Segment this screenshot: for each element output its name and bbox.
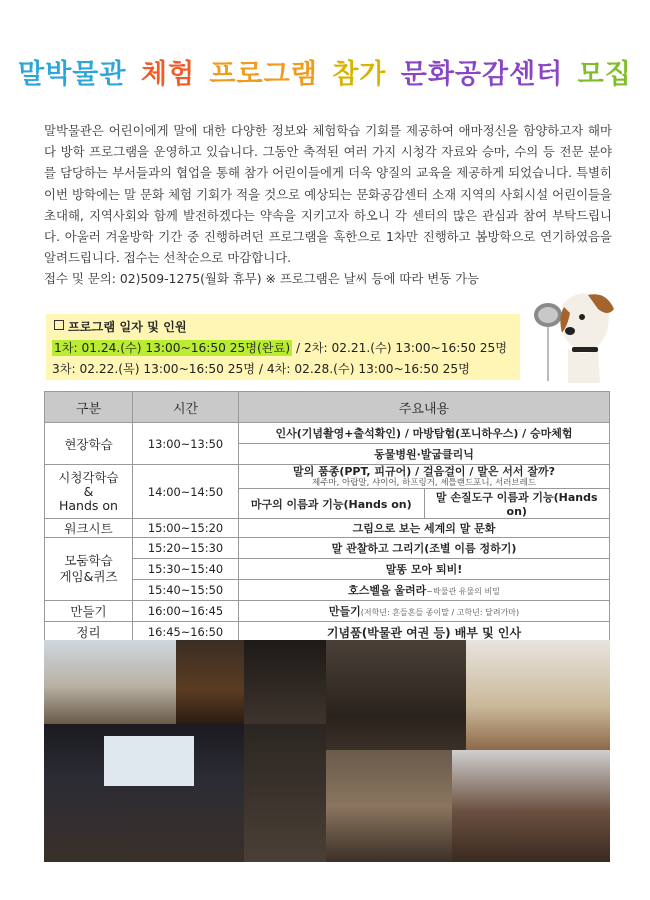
category-line: 시청각학습 <box>58 469 119 485</box>
photo-workshop <box>244 724 326 862</box>
category-cell <box>45 465 133 519</box>
content-main: 만들기 <box>328 605 361 618</box>
time-cell: 15:40~15:50 <box>133 580 239 601</box>
photo-fireplace <box>176 640 244 724</box>
content-cell <box>239 601 610 622</box>
category-cell: 만들기 <box>45 601 133 622</box>
photo-stable <box>326 750 452 862</box>
header-time: 시간 <box>133 392 239 423</box>
title-part: 체험 <box>140 59 196 90</box>
content-split-cell <box>239 489 610 519</box>
title-part: 문화공감센터 <box>400 59 564 90</box>
content-cell: 마구의 이름과 기능(Hands on) <box>239 489 425 518</box>
content-cell: 말똥 모아 퇴비! <box>239 559 610 580</box>
intro-paragraph: 말박물관은 어린이에게 말에 대한 다양한 정보와 체험학습 기회를 제공하여 애마정신을 함양하고자 해마다 방학 프로그램을 운영하고 있습니다. 그동안 축적된 여러 가지 시청각 자료와 승마, 수의 등 전문 분야를 담당하는 부서들과의 협업을 통해 참가 어린이들에게 더욱 양질의 교육을 제공하게 되었습니다. 특별히 이번 방학에는 말 문화 체험 기회가 적을 것으로 예상되는 문화공감센터 소재 지역의 사회시설 어린이들을 초대해, 지역사회와 함께 발전하겠다는 약속을 지키고자 하오니 각 센터의 많은 관심과 참여 부탁드립니다. 아울러 겨울방학 기간 중 진행하려던 프로그램을 혹한으로 1차만 진행하고 봄방학으로 연기하였음을 알려드립니다. 접수는 선착순으로 마감합니다. <box>44 123 612 266</box>
photo-classroom-children <box>326 640 466 750</box>
content-cell: 말 손질도구 이름과 기능(Hands on) <box>435 491 598 518</box>
category-line: 모둠학습 <box>64 553 113 568</box>
photo-blacksmith <box>244 640 326 724</box>
time-cell: 16:45~16:50 <box>133 622 239 643</box>
category-line: & <box>83 483 94 499</box>
title-part: 프로그램 <box>209 59 318 90</box>
time-cell: 15:30~15:40 <box>133 559 239 580</box>
session-1: 1차: 01.24.(수) 13:00~16:50 25명(완료) <box>54 341 291 355</box>
content-cell <box>239 465 610 489</box>
content-cell <box>239 580 610 601</box>
page-title <box>0 52 650 91</box>
title-part: 모집 <box>577 59 632 90</box>
content-cell: 그림으로 보는 세계의 말 문화 <box>239 519 610 538</box>
square-bullet-icon <box>54 320 64 330</box>
time-cell: 15:20~15:30 <box>133 538 239 559</box>
time-cell: 13:00~13:50 <box>133 423 239 465</box>
time-cell: 16:00~16:45 <box>133 601 239 622</box>
schedule-row <box>52 360 470 377</box>
photo-screen <box>104 736 194 786</box>
content-cell: 동물병원·발굽클리닉 <box>239 444 610 465</box>
category-cell: 정리 <box>45 622 133 643</box>
session-2: / 2차: 02.21.(수) 13:00~16:50 25명 <box>292 341 508 355</box>
content-sub: 제주마, 아랍말, 샤이어, 하프링거, 셰틀랜드포니, 서러브레드 <box>311 477 537 488</box>
schedule-heading <box>54 318 187 335</box>
contact-info: 접수 및 문의: 02)509-1275(월화 휴무) ※ 프로그램은 날씨 등에 따라 변동 가능 <box>44 271 480 287</box>
content-main: 말의 품종(PPT, 피규어) / 걸음걸이 / 말은 서서 잘까? <box>293 464 555 478</box>
photo-craft-horse <box>466 640 610 750</box>
session-4: / 4차: 02.28.(수) 13:00~16:50 25명 <box>255 362 470 376</box>
header-content: 주요내용 <box>239 392 610 423</box>
title-part: 말박물관 <box>18 59 127 90</box>
schedule-box <box>46 314 520 380</box>
header-category: 구분 <box>45 392 133 423</box>
category-cell: 워크시트 <box>45 519 133 538</box>
content-sub: ~박물관 유물의 비밀 <box>426 587 500 596</box>
content-sub: (저학년: 흔들흔들 종이말 / 고학년: 달려가마) <box>360 608 520 617</box>
photo-collage <box>44 640 610 862</box>
photo-horse-feeding <box>452 750 610 862</box>
content-main: 호스벨을 울려라 <box>348 584 427 597</box>
time-cell: 15:00~15:20 <box>133 519 239 538</box>
title-part: 참가 <box>332 59 387 90</box>
content-cell: 말 관찰하고 그리기(조별 이름 정하기) <box>239 538 610 559</box>
category-cell <box>45 538 133 601</box>
dog-with-can-phone-image <box>528 287 616 383</box>
intro-text <box>44 120 612 290</box>
schedule-heading-text: 프로그램 일자 및 인원 <box>68 320 187 334</box>
session-3: 3차: 02.22.(목) 13:00~16:50 25명 <box>52 362 256 376</box>
category-line: 게임&퀴즈 <box>59 569 118 584</box>
time-cell: 14:00~14:50 <box>133 465 239 519</box>
category-line: Hands on <box>59 497 118 513</box>
content-cell: 기념품(박물관 여권 등) 배부 및 인사 <box>239 622 610 643</box>
program-table <box>44 391 610 643</box>
schedule-row <box>52 339 507 356</box>
category-cell: 현장학습 <box>45 423 133 465</box>
photo-horse-riding <box>44 640 176 724</box>
content-cell: 인사(기념촬영+출석확인) / 마방탐험(포니하우스) / 승마체험 <box>239 423 610 444</box>
